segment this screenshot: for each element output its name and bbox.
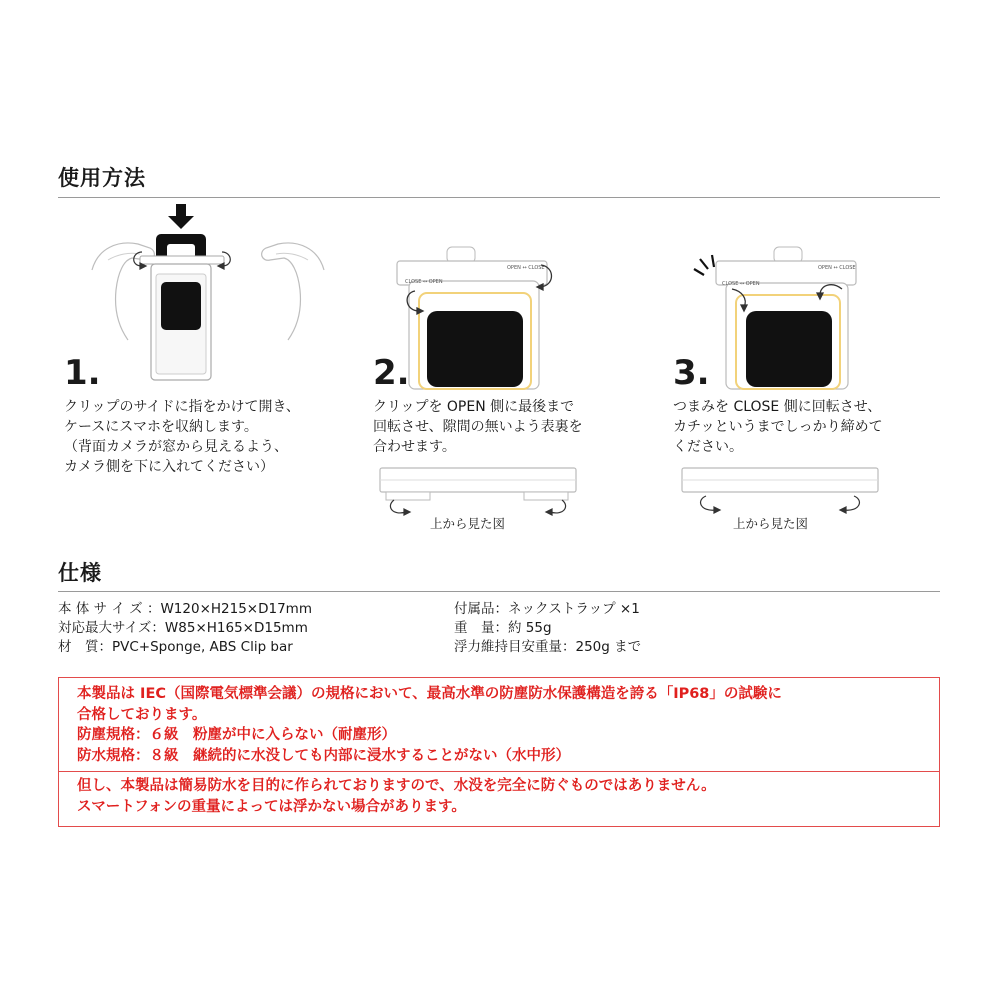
spec-accessory: 付属品：ネックストラップ ×1 xyxy=(454,601,640,617)
step3-line: つまみを CLOSE 側に回転させ、 xyxy=(673,399,882,415)
rotate-arrow-icon xyxy=(701,496,860,513)
step2-clip-label-2: CLOSE ↔ OPEN xyxy=(405,279,443,285)
step1-number: 1. xyxy=(64,353,101,393)
specs-heading: 仕様 xyxy=(58,561,102,585)
step3-clip-label-2: CLOSE ↔ OPEN xyxy=(722,281,760,287)
step2-illustration xyxy=(395,245,565,390)
specs-left-column xyxy=(58,600,312,657)
step2-line: 合わせます。 xyxy=(373,439,456,455)
specs-right-column xyxy=(454,600,641,657)
waterproof-notice xyxy=(58,677,940,827)
step1-line: （背面カメラが窓から見えるよう、 xyxy=(64,439,288,455)
spec-weight: 重 量：約 55g xyxy=(454,620,552,636)
notice-line: 防水規格：８級 継続的に水没しても内部に浸水することがない（水中形） xyxy=(77,747,570,764)
step3-caption: 上から見た図 xyxy=(733,516,809,531)
step3-line: ください。 xyxy=(673,439,743,455)
spec-body-size: 本 体 サ イ ズ ：W120×H215×D17mm xyxy=(58,601,312,617)
notice-line: スマートフォンの重量によっては浮かない場合があります。 xyxy=(77,798,466,815)
step2-line: クリップを OPEN 側に最後まで xyxy=(373,399,575,415)
usage-divider xyxy=(58,197,940,198)
step3-line: カチッというまでしっかり締めて xyxy=(673,419,883,435)
step2-line: 回転させ、隙間の無いよう表裏を xyxy=(373,419,583,435)
step3-illustration xyxy=(692,245,862,390)
step3-text xyxy=(673,397,883,457)
rotate-arrow-icon xyxy=(390,500,565,515)
step1-text xyxy=(64,397,300,477)
spec-max-size: 対応最大サイズ：W85×H165×D15mm xyxy=(58,620,308,636)
step3-top-view xyxy=(680,466,880,516)
spec-buoyancy: 浮力維持目安重量：250g まで xyxy=(454,639,642,655)
notice-line: 合格しております。 xyxy=(77,706,207,723)
specs-divider xyxy=(58,591,940,592)
down-arrow-icon xyxy=(168,204,194,229)
notice-line: 本製品は IEC（国際電気標準会議）の規格において、最高水準の防塵防水保護構造を誇る「IP68」の試験に xyxy=(77,686,782,702)
step3-clip-label: OPEN ↔ CLOSE xyxy=(818,265,856,271)
usage-heading: 使用方法 xyxy=(58,166,146,190)
step2-number: 2. xyxy=(373,353,410,393)
step1-line: ケースにスマホを収納します。 xyxy=(64,419,258,435)
step2-caption: 上から見た図 xyxy=(430,516,506,531)
notice-line: 但し、本製品は簡易防水を目的に作られておりますので、水没を完全に防ぐものではありません。 xyxy=(77,778,716,794)
step1-illustration xyxy=(88,200,328,390)
notice-divider xyxy=(59,771,939,772)
step2-top-view xyxy=(378,466,578,516)
step2-clip-label: OPEN ↔ CLOSE xyxy=(507,265,545,271)
notice-line: 防塵規格：６級 粉塵が中に入らない（耐塵形） xyxy=(77,727,396,743)
click-burst-icon xyxy=(694,255,714,275)
step1-line: クリップのサイドに指をかけて開き、 xyxy=(64,399,300,415)
step2-text xyxy=(373,397,583,457)
spec-material: 材 質：PVC+Sponge, ABS Clip bar xyxy=(58,639,293,655)
step1-line: カメラ側を下に入れてください） xyxy=(64,459,274,475)
step3-number: 3. xyxy=(673,353,710,393)
